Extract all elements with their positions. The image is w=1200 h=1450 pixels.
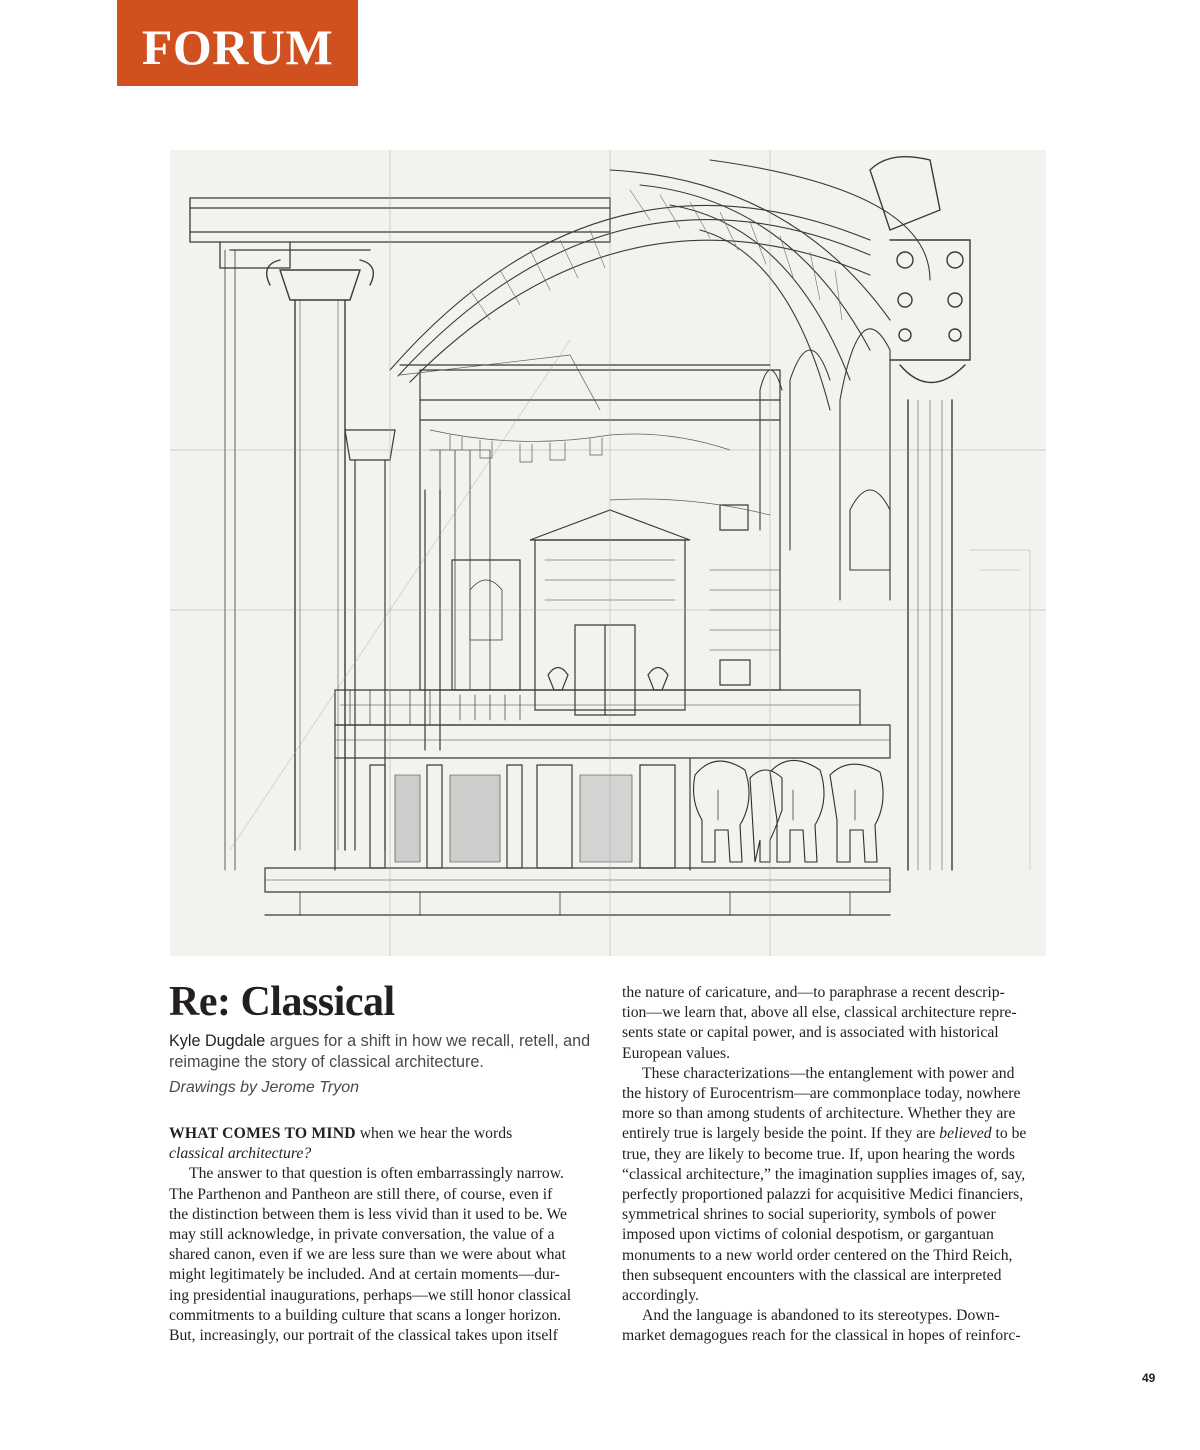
body-line: The Parthenon and Pantheon are still there, of course, even if — [169, 1185, 553, 1203]
body-line: classical architecture? — [169, 1145, 312, 1163]
section-tab — [117, 0, 358, 86]
body-line: entirely true is largely beside the point. If they are believed to be — [622, 1125, 1027, 1143]
body-line: symmetrical shrines to social superiority, symbols of power — [622, 1206, 996, 1224]
dek-text: argues for a shift in how we recall, retell, and reimagine the story of classical architecture. — [169, 1032, 591, 1071]
body-line: may still acknowledge, in private conversation, the value of a — [169, 1226, 555, 1244]
body-line: the nature of caricature, and—to paraphrase a recent descrip- — [622, 984, 1005, 1001]
body-line: perfectly proportioned palazzi for acquisitive Medici financiers, — [622, 1186, 1024, 1204]
architectural-illustration — [170, 150, 1046, 956]
body-line: monuments to a new world order centered on the Third Reich, — [622, 1246, 1013, 1264]
body-line: ing presidential inaugurations, perhaps—we still honor classical — [169, 1286, 572, 1304]
emphasis: believed — [939, 1125, 992, 1143]
body-line: might legitimately be included. And at certain moments—dur- — [169, 1266, 560, 1284]
article-title: Re: Classical — [169, 979, 395, 1025]
body-line: “classical architecture,” the imagination supplies images of, say, — [622, 1165, 1026, 1183]
article-dek — [169, 1031, 599, 1073]
body-column-right — [622, 983, 1040, 1347]
body-line: accordingly. — [622, 1287, 699, 1305]
body-line: The answer to that question is often embarrassingly narrow. — [189, 1165, 564, 1183]
body-line: the distinction between them is less vivid than it used to be. We — [169, 1205, 567, 1223]
body-line: the history of Eurocentrism—are commonplace today, nowhere — [622, 1085, 1021, 1103]
body-line: imposed upon victims of colonial despotism, or gargantuan — [622, 1226, 994, 1244]
lead-in: WHAT COMES TO MIND — [169, 1125, 356, 1142]
author-name: Kyle Dugdale — [169, 1032, 266, 1050]
illustration-credit: Drawings by Jerome Tryon — [169, 1079, 359, 1096]
body-column-left — [169, 1124, 587, 1346]
body-line: then subsequent encounters with the classical are interpreted — [622, 1266, 1002, 1284]
body-line: shared canon, even if we are less sure than we were about what — [169, 1246, 566, 1264]
body-line: European values. — [622, 1044, 731, 1062]
body-line: more so than among students of architecture. Whether they are — [622, 1105, 1016, 1123]
body-line: market demagogues reach for the classical in hopes of reinforc- — [622, 1327, 1021, 1345]
body-line: commitments to a building culture that scans a longer horizon. — [169, 1306, 562, 1324]
body-line: WHAT COMES TO MIND when we hear the words — [169, 1125, 513, 1142]
body-line: tion—we learn that, above all else, classical architecture repre- — [622, 1004, 1017, 1022]
body-line: sents state or capital power, and is associated with historical — [622, 1024, 999, 1042]
body-line: These characterizations—the entanglement with power and — [642, 1064, 1015, 1082]
pencil-drawing — [170, 150, 1046, 956]
section-label: FORUM — [141, 19, 334, 75]
body-line: And the language is abandoned to its stereotypes. Down- — [642, 1307, 1000, 1325]
body-line: true, they are likely to become true. If, upon hearing the words — [622, 1145, 1015, 1163]
body-line: But, increasingly, our portrait of the classical takes upon itself — [169, 1327, 558, 1345]
page-number: 49 — [1142, 1371, 1156, 1385]
